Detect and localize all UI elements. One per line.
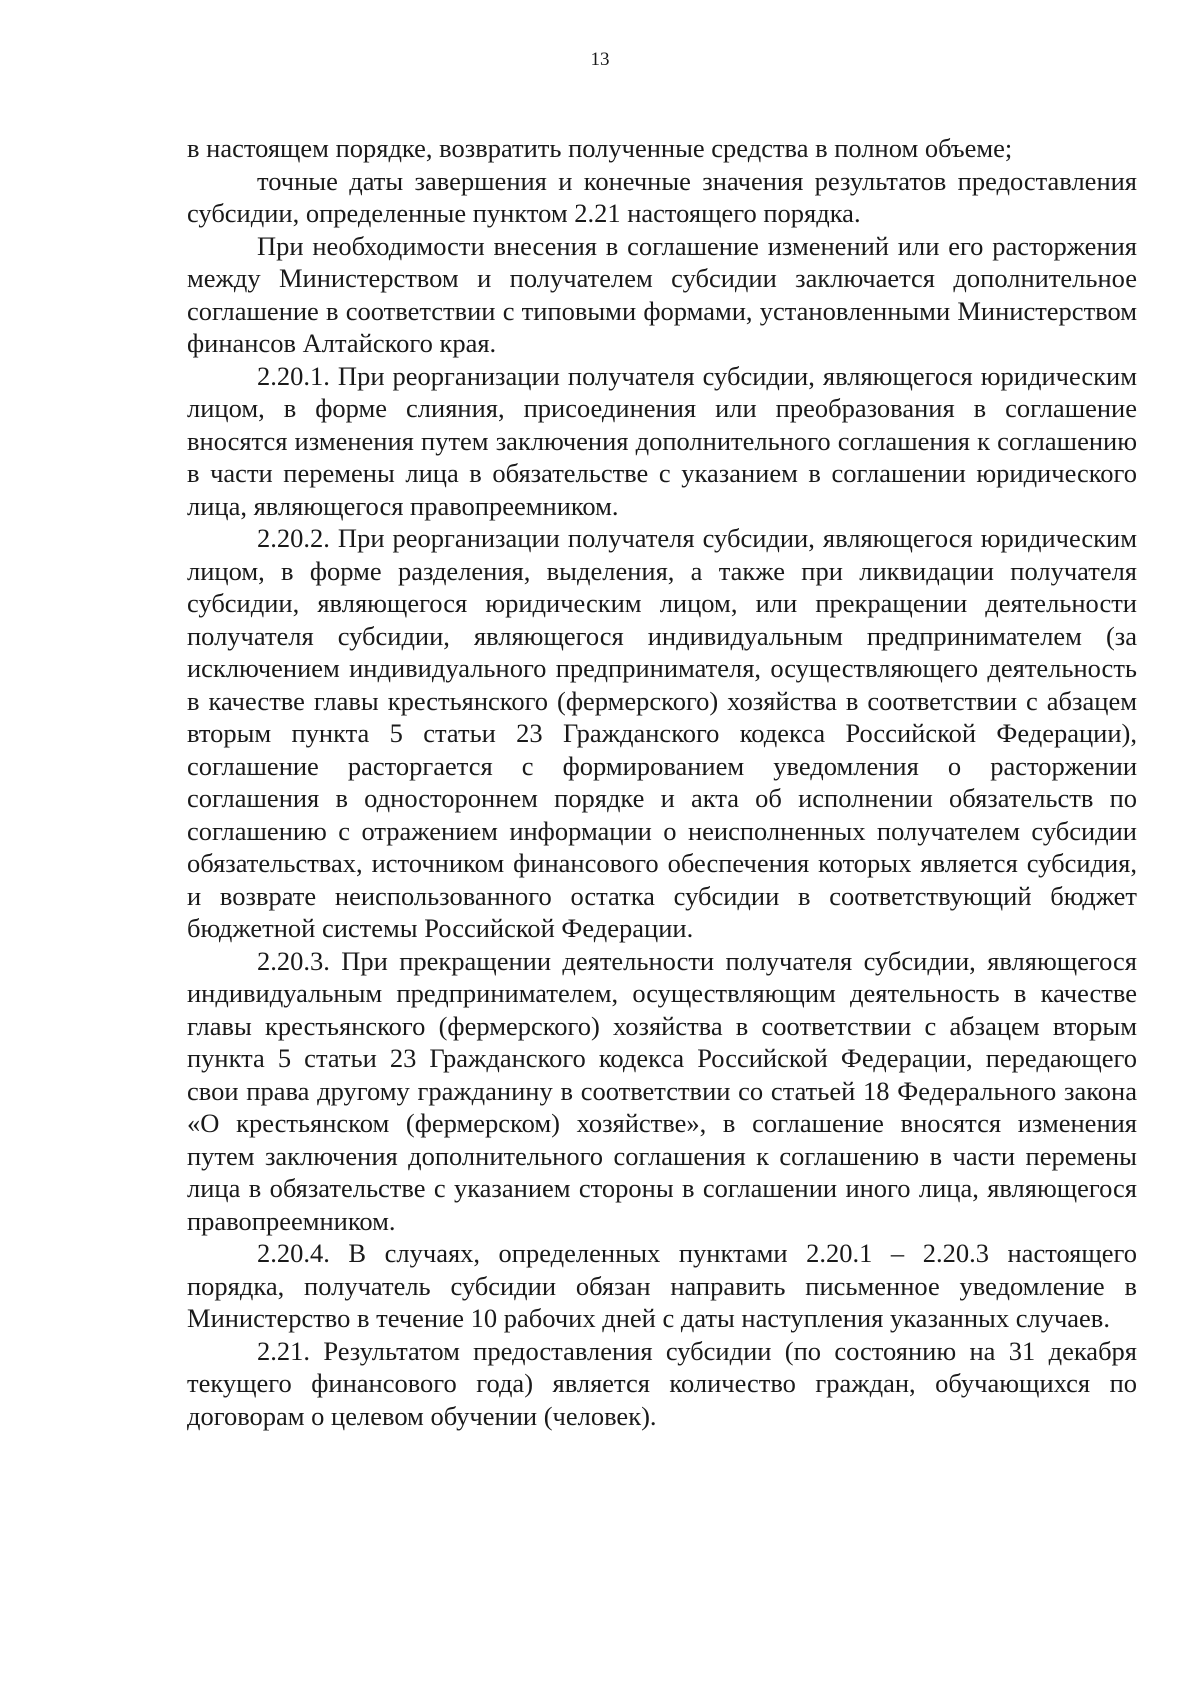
clause-2-20-4: 2.20.4. В случаях, определенных пунктами 2.20.1 – 2.20.3 настоящего порядка, получатель субсидии обязан направить письменное уведомление в Министерство в течение 10 рабочих дней с даты наступления указанных случаев. xyxy=(187,1238,1137,1333)
clause-2-20-2: 2.20.2. При реорганизации получателя субсидии, являющегося юридическим лицом, в форме разделения, выделения, а также при ликвидации получателя субсидии, являющегося юридическим лицом, или прекращении деятельности получателя субсидии, являющегося индивидуальным предпринимателем (за исключением индивидуального предпринимателя, осуществляющего деятельность в качестве главы крестьянского (фермерского) хозяйства в соответствии с абзацем вторым пункта 5 статьи 23 Гражданского кодекса Российской Федерации), соглашение расторгается с формированием уведомления о расторжении соглашения в одностороннем порядке и акта об исполнении обязательств по соглашению с отражением информации о неисполненных получателем субсидии обязательствах, источником финансового обеспечения которых является субсидия, и возврате неиспользованного остатка субсидии в соответствующий бюджет бюджетной системы Российской Федерации. xyxy=(187,523,1137,943)
page-number: 13 xyxy=(590,49,610,70)
clause-2-20-1: 2.20.1. При реорганизации получателя субсидии, являющегося юридическим лицом, в форме слияния, присоединения или преобразования в соглашение вносятся изменения путем заключения дополнительного соглашения к соглашению в части перемены лица в обязательстве с указанием в соглашении юридического лица, являющегося правопреемником. xyxy=(187,360,1137,521)
paragraph-continuation: в настоящем порядке, возвратить полученные средства в полном объеме; xyxy=(187,133,1013,163)
document-body xyxy=(187,132,1137,1432)
paragraph-agreement-changes: При необходимости внесения в соглашение изменений или его расторжения между Министерством и получателем субсидии заключается дополнительное соглашение в соответствии с типовыми формами, установленными Министерством финансов Алтайского края. xyxy=(187,230,1137,358)
paragraph-deadlines: точные даты завершения и конечные значения результатов предоставления субсидии, определенные пунктом 2.21 настоящего порядка. xyxy=(187,165,1137,228)
clause-2-21: 2.21. Результатом предоставления субсидии (по состоянию на 31 декабря текущего финансового года) является количество граждан, обучающихся по договорам о целевом обучении (человек). xyxy=(187,1335,1137,1431)
clause-2-20-3: 2.20.3. При прекращении деятельности получателя субсидии, являющегося индивидуальным предпринимателем, осуществляющим деятельность в качестве главы крестьянского (фермерского) хозяйства в соответствии с абзацем вторым пункта 5 статьи 23 Гражданского кодекса Российской Федерации, передающего свои права другому гражданину в соответствии со статьей 18 Федерального закона «О крестьянском (фермерском) хозяйстве», в соглашение вносятся изменения путем заключения дополнительного соглашения к соглашению в части перемены лица в обязательстве с указанием стороны в соглашении иного лица, являющегося правопреемником. xyxy=(187,945,1137,1236)
